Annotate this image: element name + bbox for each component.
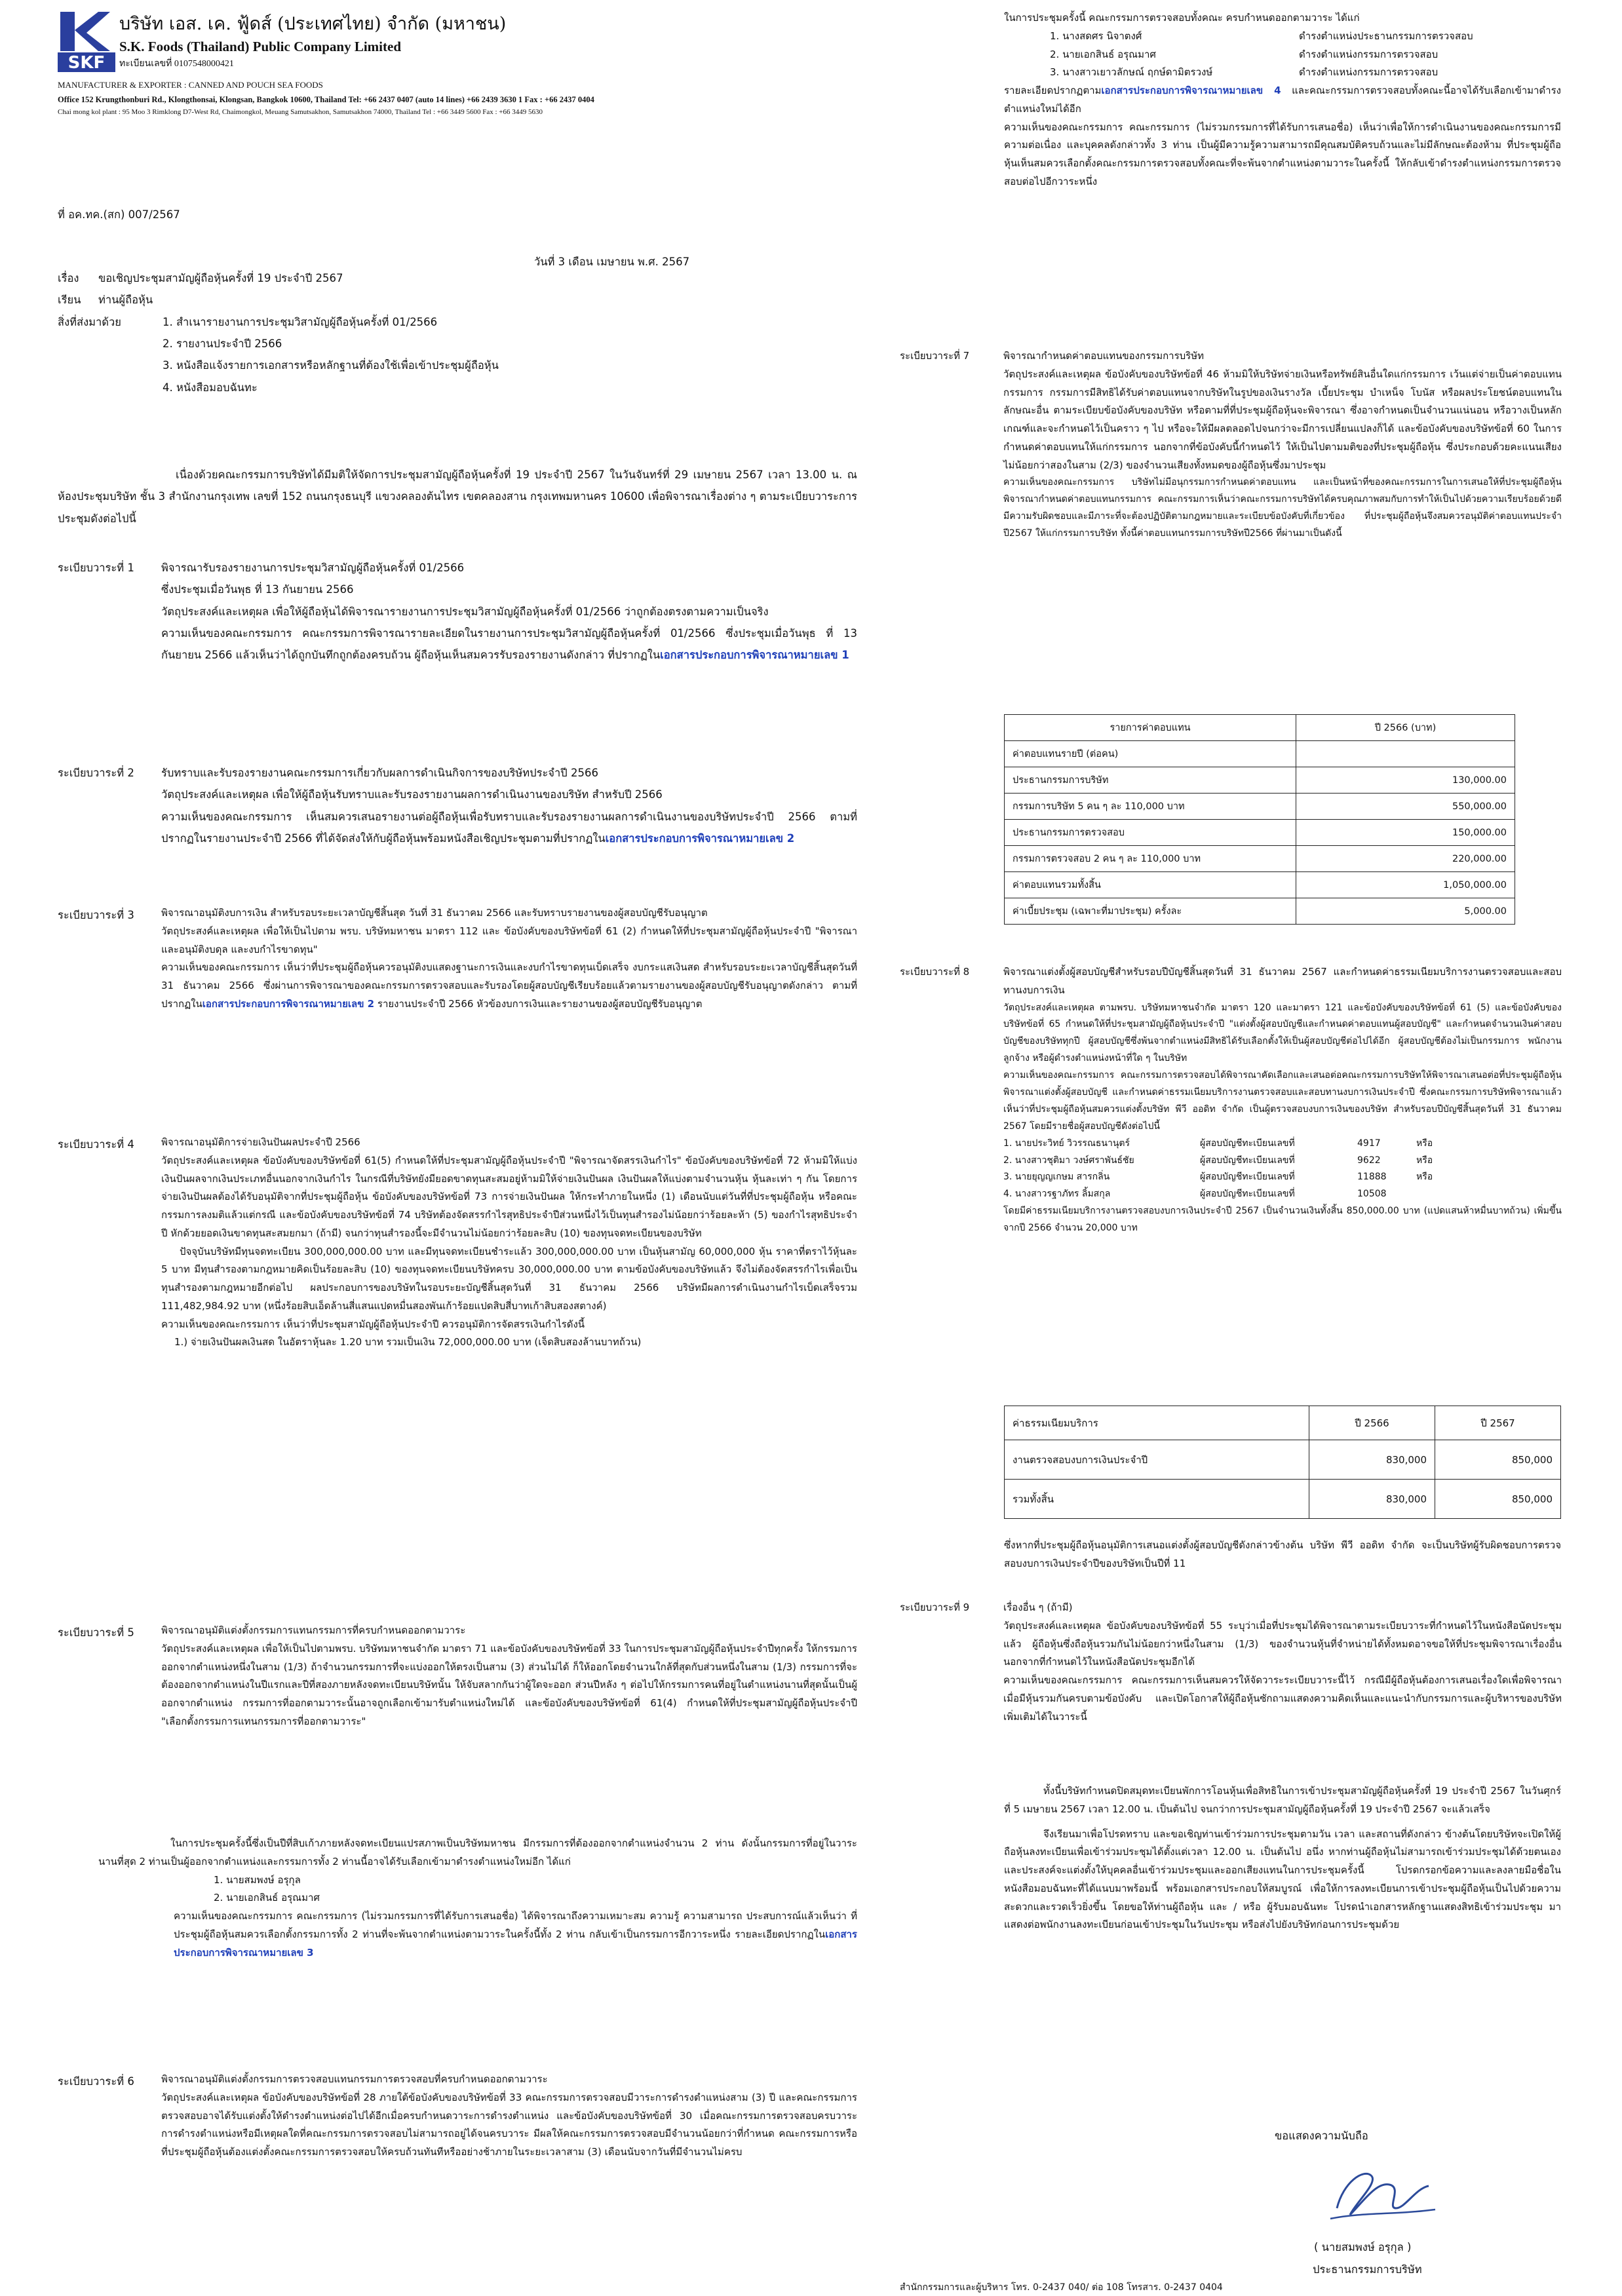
table-row: ประธานกรรมการบริษัท 130,000.00 [1005, 767, 1515, 794]
agenda-5 [58, 1622, 857, 1731]
agenda-para: วัตถุประสงค์และเหตุผล ข้อบังคับของบริษัทข้อที่ 55 ระบุว่าเมื่อที่ประชุมได้พิจารณาตามระเบียบวาระที่กำหนดไว้ในหนังสือนัดประชุมแล้ว ผู้ถือหุ้นซึ่งถือหุ้นรวมกันไม่น้อยกว่าหนึ่งในสาม (1/3) ของจำนวนหุ้นที่จำหน่ายได้ทั้งหมดอาจขอให้ที่ประชุมพิจารณาเรื่องอื่นนอกจากที่กำหนดไว้ในหนังสือนัดประชุมอีกได้ [1003, 1619, 1562, 1668]
dividend-item: 1.) จ่ายเงินปันผลเงินสด ในอัตราหุ้นละ 1.20 บาท รวมเป็นเงิน 72,000,000.00 บาท (เจ็ดสิบสองล้านบาทถ้วน) [174, 1336, 642, 1349]
table-header-cell: รายการค่าตอบแทน [1005, 715, 1296, 741]
agenda-5-continued [98, 1835, 857, 1962]
agenda-9 [900, 1599, 1562, 1726]
closing-section [1004, 1782, 1561, 1934]
closing-para: จึงเรียนมาเพื่อโปรดทราบ และขอเชิญท่านเข้าร่วมการประชุมตามวัน เวลา และสถานที่ดังกล่าว ข้างต้นโดยบริษัทจะเปิดให้ผู้ถือหุ้นลงทะเบียนเพื่อเข้าร่วมประชุมได้ตั้งแต่เวลา 12.00 น. เป็นต้นไป อนึ่ง หากท่านผู้ถือหุ้นไม่สามารถเข้าร่วมประชุมได้ด้วยตนเองและประสงค์จะแต่งตั้งให้บุคคลอื่นเข้าร่วมประชุมและออกเสียงแทนในการประชุมครั้งนี้ โปรดกรอกข้อความและลงลายมือชื่อในหนังสือมอบฉันทะที่ได้แนบมาพร้อมนี้ พร้อมเอกสารประกอบให้สมบูรณ์ เพื่อให้การลงทะเบียนการเข้าประชุมผู้ถือหุ้นเป็นไปด้วยความสะดวกและรวดเร็วยิ่งขึ้น โดยขอให้ท่านผู้ถือหุ้น และ / หรือ ผู้รับมอบฉันทะ โปรดนำเอกสารหลักฐานแสดงสิทธิเข้าร่วมประชุม มาแสดงต่อพนักงานลงทะเบียนก่อนเข้าประชุมในวันประชุม หรือส่งไปยังบริษัทก่อนการประชุมด้วย [1004, 1827, 1561, 1931]
agenda-para: วัตถุประสงค์และเหตุผล ข้อบังคับของบริษัทข้อที่ 28 ภายใต้ข้อบังคับของบริษัทข้อที่ 33 คณะกรรมการตรวจสอบมีวาระการดำรงตำแหน่งสาม (3) ปี และคณะกรรมการตรวจสอบอาจได้รับแต่งตั้งให้ดำรงตำแหน่งต่อไปได้อีกเมื่อครบกำหนดวาระการดำรงตำแหน่ง และข้อบังคับของบริษัทข้อที่ 30 เมื่อคณะกรรมการตรวจสอบครบวาระการดำรงตำแหน่งหรือมีเหตุผลใดที่คณะกรรมการตรวจสอบไม่สามารถอยู่ได้จนครบวาระ มีผลให้คณะกรรมการตรวจสอบมีจำนวนน้อยกว่าที่กำหนด คณะกรรมการหรือที่ประชุมผู้ถือหุ้นต้องแต่งตั้งคณะกรรมการตรวจสอบให้ครบถ้วนทันทีหรืออย่างช้าภายในระยะเวลาสาม (3) เดือนนับจากวันที่มีจำนวนไม่ครบ [161, 2091, 857, 2158]
letter-ref: ที่ อค.ทค.(สก) 007/2567 [58, 208, 180, 221]
retiring-director: 2. นายเอกสินธ์ อรุณมาศ [214, 1892, 320, 1904]
agenda-title: พิจารณาอนุมัติแต่งตั้งกรรมการแทนกรรมการที่ครบกำหนดออกตามวาระ [161, 1624, 466, 1636]
auditor-list [1003, 1136, 1562, 1204]
agenda-title: เรื่องอื่น ๆ (ถ้ามี) [1003, 1601, 1073, 1613]
footer-contact: สำนักกรรมการและผู้บริหาร โทร. 0-2437 040/ ต่อ 108 โทรสาร. 0-2437 0404 [900, 2282, 1223, 2293]
audit-committee-list [1004, 28, 1561, 82]
subject-label: เรื่อง [58, 272, 79, 284]
agenda-label: ระเบียบวาระที่ 6 [58, 2075, 134, 2088]
agenda-para: วัตถุประสงค์และเหตุผล ตามพรบ. บริษัทมหาชนจำกัด มาตรา 120 และมาตรา 121 และข้อบังคับของบริษัทข้อที่ 61 (5) และข้อบังคับของบริษัทข้อที่ 65 กำหนดให้ที่ประชุมสามัญผู้ถือหุ้นประจำปี "แต่งตั้งผู้สอบบัญชีและกำหนดค่าตอบแทนผู้สอบบัญชี" และกำหนดจำนวนเงินค่าสอบบัญชีของบริษัททุกปี ผู้สอบบัญชีซึ่งพ้นจากตำแหน่งมีสิทธิได้รับเลือกตั้งให้เป็นผู้สอบบัญชีต่อไปได้อีก ผู้สอบบัญชีต้องไม่เป็นกรรมการ พนักงาน ลูกจ้าง หรือผู้ดำรงตำแหน่งหน้าที่ใด ๆ ในบริษัท [1003, 1002, 1562, 1064]
audit-fee-table [1004, 1406, 1561, 1519]
agenda-para: ความเห็นของคณะกรรมการ คณะกรรมการตรวจสอบได้พิจารณาคัดเลือกและเสนอต่อคณะกรรมการบริษัทให้พิจารณาเสนอต่อที่ประชุมผู้ถือหุ้นพิจารณาแต่งตั้งผู้สอบบัญชี และกำหนดค่าธรรมเนียมบริการงานตรวจสอบและสอบทานงบการเงินประจำปี ซึ่งคณะกรรมการบริษัทพิจารณาแล้วเห็นว่าที่ประชุมผู้ถือหุ้นสมควรแต่งตั้งบริษัท พีวี ออดิท จำกัด เป็นผู้ตรวจสอบงบการเงินของบริษัท สำหรับรอบปีบัญชีสิ้นสุดวันที่ 31 ธันวาคม 2567 โดยมีรายชื่อผู้สอบบัญชีดังต่อไปนี้ [1003, 1070, 1562, 1132]
company-name-th: บริษัท เอส. เค. ฟู้ดส์ (ประเทศไทย) จำกัด (มหาชน) [119, 14, 507, 34]
agenda-para: ในการประชุมครั้งนี้ คณะกรรมการตรวจสอบทั้งคณะ ครบกำหนดออกตามวาระ ได้แก่ [1004, 12, 1360, 24]
agenda-para: วัตถุประสงค์และเหตุผล ข้อบังคับของบริษัทข้อที่ 61(5) กำหนดให้ที่ประชุมสามัญผู้ถือหุ้นประจำปี "พิจารณาจัดสรรเงินกำไร" ข้อบังคับของบริษัทข้อที่ 72 ห้ามมิให้แบ่งเงินปันผลจากเงินประเภทอื่นนอกจากเงินกำไร ในกรณีที่บริษัทยังมียอดขาดทุนสะสมอยู่ห้ามมิให้จ่ายเงินปันผล เงินปันผลให้แบ่งตามจำนวนหุ้น หุ้นละเท่า ๆ กัน โดยการจ่ายเงินปันผลต้องได้รับอนุมัติจากที่ประชุมผู้ถือหุ้น ข้อบังคับของบริษัทข้อที่ 73 การจ่ายเงินปันผล ให้กระทำภายในหนึ่ง (1) เดือนนับแต่วันที่ที่ประชุมผู้ถือหุ้น หรือคณะกรรมการลงมติแล้วแต่กรณี และข้อบังคับของบริษัทข้อที่ 74 บริษัทต้องจัดสรรกำไรสุทธิประจำปีส่วนหนึ่งไว้เป็นทุนสำรองไม่น้อยกว่าร้อยละห้า (5) ของกำไรสุทธิประจำปี หักด้วยยอดเงินขาดทุนสะสมยกมา (ถ้ามี) จนกว่าทุนสำรองนี้จะมีจำนวนไม่น้อยกว่าร้อยละสิบ (10) ของทุนจดทะเบียนของบริษัท [161, 1154, 857, 1239]
subject-text: ขอเชิญประชุมสามัญผู้ถือหุ้นครั้งที่ 19 ประจำปี 2567 [98, 272, 343, 284]
agenda-label: ระเบียบวาระที่ 7 [900, 350, 970, 362]
agenda-3 [58, 904, 857, 1014]
agenda-para: ความเห็นของคณะกรรมการ เห็นว่าที่ประชุมสามัญผู้ถือหุ้นประจำปี ควรอนุมัติการจัดสรรเงินกำไรดังนี้ [161, 1318, 585, 1330]
company-tagline: MANUFACTURER & EXPORTER : CANNED AND POUCH SEA FOODS [58, 80, 323, 90]
intro-paragraph: เนื่องด้วยคณะกรรมการบริษัทได้มีมติให้จัดการประชุมสามัญผู้ถือหุ้นครั้งที่ 19 ประจำปี 2567 ในวันจันทร์ที่ 29 เมษายน 2567 เวลา 13.00 น. ณ ห้องประชุมบริษัท ชั้น 3 สำนักงานกรุงเทพ เลขที่ 152 ถนนกรุงธนบุรี แขวงคลองต้นไทร เขตคลองสาน กรุงเทพมหานคร 10600 เพื่อพิจารณาเรื่องต่าง ๆ ตามระเบียบวาระการประชุมดังต่อไปนี้ [58, 469, 857, 525]
table-header-cell: ปี 2567 [1435, 1406, 1561, 1440]
audit-member: 3. นางสาวเยาวลักษณ์ ฤกษ์ดามิตรวงษ์ ดำรงตำแหน่งกรรมการตรวจสอบ [1050, 66, 1439, 79]
table-header-row [1005, 715, 1515, 741]
company-reg-no: ทะเบียนเลขที่ 0107548000421 [119, 59, 234, 69]
to-label: เรียน [58, 294, 81, 307]
table-row: ค่าตอบแทนรายปี (ต่อคน) [1005, 741, 1515, 767]
company-office: Office 152 Krungthonburi Rd., Klongthonsai, Klongsan, Bangkok 10600, Thailand Tel: +66 2437 0407 (auto 14 lines) +66 2439 3630 1 Fax : +66 2437 0404 [58, 95, 594, 104]
to-text: ท่านผู้ถือหุ้น [98, 294, 153, 307]
table-header-cell: ปี 2566 [1309, 1406, 1435, 1440]
enclosure-item: 3. หนังสือแจ้งรายการเอกสารหรือหลักฐานที่ต้องใช้เพื่อเข้าประชุมผู้ถือหุ้น [163, 359, 499, 372]
agenda-para: ซึ่งประชุมเมื่อวันพุธ ที่ 13 กันยายน 2566 [161, 583, 354, 596]
auditor-row: 2. นางสาวชุติมา วงษ์ศราพันธ์ชัย ผู้สอบบัญชีทะเบียนเลขที่ 9622 หรือ [1003, 1155, 1433, 1166]
letter-date: วันที่ 3 เดือน เมษายน พ.ศ. 2567 [534, 256, 690, 268]
auditor-row: 4. นางสาวรฐาภัทร ลิ้มสกุล ผู้สอบบัญชีทะเบียนเลขที่ 10508 [1003, 1189, 1387, 1200]
agenda-label: ระเบียบวาระที่ 5 [58, 1626, 134, 1639]
agenda-para: ความเห็นของคณะกรรมการ เห็นสมควรเสนอรายงานต่อผู้ถือหุ้นเพื่อรับทราบและรับรองรายงานผลการดำเนินงานของบริษัทประจำปี 2566 ตามที่ปรากฏในรายงานประจำปี 2566 ที่ได้จัดส่งให้กับผู้ถือหุ้นพร้อมหนังสือเชิญประชุมตามที่ปรากฏในเอกสารประกอบการพิจารณาหมายเลข 2 [161, 810, 857, 845]
attachment-link-4[interactable]: เอกสารประกอบการพิจารณาหมายเลข 4 [1101, 85, 1281, 96]
agenda-label: ระเบียบวาระที่ 9 [900, 1601, 970, 1613]
agenda-para: ความเห็นของคณะกรรมการ เห็นว่าที่ประชุมผู้ถือหุ้นควรอนุมัติงบแสดงฐานะการเงินและงบกำไรขาดทุนเบ็ดเสร็จ งบกระแสเงินสด สำหรับรอบระยะเวลาบัญชีสิ้นสุดวันที่ 31 ธันวาคม 2566 ซึ่งผ่านการพิจารณาของคณะกรรมการตรวจสอบและรับรองโดยผู้สอบบัญชีเรียบร้อยแล้วตามรายงานของผู้สอบบัญชีรับอนุญาตดังกล่าว ตามที่ปรากฏในเอกสารประกอบการพิจารณาหมายเลข 2 รายงานประจำปี 2566 หัวข้องบการเงินและรายงานของผู้สอบบัญชีรับอนุญาต [161, 961, 857, 1010]
table-header-cell: ปี 2566 (บาท) [1296, 715, 1515, 741]
retiring-director-list [98, 1871, 857, 1908]
agenda-title: พิจารณากำหนดค่าตอบแทนของกรรมการบริษัท [1003, 350, 1205, 362]
company-logo [58, 10, 117, 73]
agenda-label: ระเบียบวาระที่ 8 [900, 966, 970, 978]
agenda-label: ระเบียบวาระที่ 1 [58, 562, 134, 574]
table-row: รวมทั้งสิ้น 830,000 850,000 [1005, 1480, 1561, 1519]
agenda-7 [900, 347, 1562, 543]
company-header [119, 12, 709, 72]
agenda-para: ในการประชุมครั้งนี้ซึ่งเป็นปีที่สิบเก้าภายหลังจดทะเบียนแปรสภาพเป็นบริษัทมหาชน มีกรรมการที่ต้องออกจากตำแหน่งจำนวน 2 ท่าน ดังนั้นกรรมการที่อยู่ในวาระนานที่สุด 2 ท่านเป็นผู้ออกจากตำแหน่งและกรรมการทั้ง 2 ท่านนี้อาจได้รับเลือกเข้ามาดำรงตำแหน่งใหม่อีก ได้แก่ [98, 1837, 857, 1867]
agenda-2 [58, 762, 857, 849]
attachment-link-2b[interactable]: เอกสารประกอบการพิจารณาหมายเลข 2 [202, 997, 375, 1010]
agenda-para: ปัจจุบันบริษัทมีทุนจดทะเบียน 300,000,000.00 บาท และมีทุนจดทะเบียนชำระแล้ว 300,000,000.00 บาท เป็นหุ้นสามัญ 60,000,000 หุ้น ราคาที่ตราไว้หุ้นละ 5 บาท มีทุนสำรองตามกฎหมายคิดเป็นร้อยละสิบ (10) ของทุนจดทะเบียนบริษัทครบ 30,000,000.00 บาท ตามข้อบังคับของบริษัทแล้ว จึงไม่ต้องจัดสรรกำไรเพื่อเป็นทุนสำรองตามกฎหมายอีกต่อไป ผลประกอบการของบริษัทในรอบระยะบัญชีสิ้นสุดวันที่ 31 ธันวาคม 2566 บริษัทมีผลการดำเนินงานกำไรเบ็ดเสร็จรวม 111,482,984.92 บาท (หนึ่งร้อยสิบเอ็ดล้านสี่แสนแปดหมื่นสองพันเก้าร้อยแปดสิบสี่บาทเก้าสิบสองสตางค์) [161, 1245, 857, 1312]
retiring-director: 1. นายสมพงษ์ อรุกุล [214, 1873, 301, 1886]
table-row: กรรมการบริษัท 5 คน ๆ ละ 110,000 บาท 550,000.00 [1005, 794, 1515, 820]
director-fee-table [1004, 714, 1515, 925]
agenda-para: ความเห็นของคณะกรรมการ คณะกรรมการเห็นสมควรให้จัดวาระระเบียบวาระนี้ไว้ กรณีมีผู้ถือหุ้นต้องการเสนอเรื่องใดเพื่อพิจารณาเมื่อมีหุ้นรวมกันครบตามข้อบังคับ และเปิดโอกาสให้ผู้ถือหุ้นซักถามแสดงความคิดเห็นและแนะนำกับกรรมการและผู้บริหารของบริษัทเพิ่มเติมได้ในวาระนี้ [1003, 1674, 1562, 1723]
agenda-title: รับทราบและรับรองรายงานคณะกรรมการเกี่ยวกับผลการดำเนินกิจการของบริษัทประจำปี 2566 [161, 767, 598, 779]
attachment-link-2[interactable]: เอกสารประกอบการพิจารณาหมายเลข 2 [605, 832, 795, 845]
agenda-para: ความเห็นของคณะกรรมการ คณะกรรมการ (ไม่รวมกรรมการที่ได้รับการเสนอชื่อ) ได้พิจารณาถึงความเหมาะสม ความรู้ ความสามารถ ประสบการณ์แล้วเห็นว่า ที่ประชุมผู้ถือหุ้นสมควรเลือกตั้งกรรมการทั้ง 2 ท่านที่จะพ้นจากตำแหน่งตามวาระในครั้งนี้ทั้ง 2 ท่าน กลับเข้าเป็นกรรมการอีกวาระหนึ่ง รายละเอียดปรากฏในเอกสารประกอบการพิจารณาหมายเลข 3 [174, 1910, 857, 1959]
agenda-para: วัตถุประสงค์และเหตุผล เพื่อให้เป็นไปตามพรบ. บริษัทมหาชนจำกัด มาตรา 71 และข้อบังคับของบริษัทข้อที่ 33 ในการประชุมสามัญผู้ถือหุ้นประจำปีทุกครั้ง ให้กรรมการออกจากตำแหน่งหนึ่งในสาม (1/3) ถ้าจำนวนกรรมการที่จะแบ่งออกให้ตรงเป็นสาม (3) ส่วนไม่ได้ ก็ให้ออกโดยจำนวนใกล้ที่สุดกับส่วนหนึ่งในสาม (1/3) กรรมการที่จะต้องออกจากตำแหน่งในปีแรกและปีที่สองภายหลังจดทะเบียนบริษัทนั้น ให้จับสลากกันว่าผู้ใดจะออก ส่วนปีหลัง ๆ ต่อไปให้กรรมการคนที่อยู่ในตำแหน่งนานที่สุดนั้นเป็นผู้ออกจากตำแหน่ง กรรมการที่ออกตามวาระนั้นอาจถูกเลือกเข้ามารับตำแหน่งใหม่ได้ และข้อบังคับของบริษัทข้อที่ 61(4) กำหนดให้ที่ประชุมสามัญผู้ถือหุ้นประจำปี "เลือกตั้งกรรมการแทนกรรมการที่ออกตามวาระ" [161, 1642, 857, 1727]
auditor-row: 1. นายประวิทย์ วิวรรณธนานุตร์ ผู้สอบบัญชีทะเบียนเลขที่ 4917 หรือ [1003, 1138, 1433, 1149]
agenda-label: ระเบียบวาระที่ 3 [58, 909, 134, 921]
agenda-para: วัตถุประสงค์และเหตุผล เพื่อให้ผู้ถือหุ้นรับทราบและรับรองรายงานผลการดำเนินงานของบริษัท สำหรับปี 2566 [161, 788, 663, 801]
agenda-title: พิจารณาอนุมัติงบการเงิน สำหรับรอบระยะเวลาบัญชีสิ้นสุด วันที่ 31 ธันวาคม 2566 และรับทราบรายงานของผู้สอบบัญชีรับอนุญาต [161, 907, 708, 919]
table-row: ค่าเบี้ยประชุม (เฉพาะที่มาประชุม) ครั้งละ 5,000.00 [1005, 898, 1515, 925]
attachment-link-1[interactable]: เอกสารประกอบการพิจารณาหมายเลข 1 [660, 649, 849, 662]
agenda-title: พิจารณาอนุมัติแต่งตั้งกรรมการตรวจสอบแทนกรรมการตรวจสอบที่ครบกำหนดออกตามวาระ [161, 2073, 548, 2085]
agenda-title: พิจารณาอนุมัติการจ่ายเงินปันผลประจำปี 2566 [161, 1136, 360, 1148]
enclosure-row [58, 311, 857, 398]
agenda-para: วัตถุประสงค์และเหตุผล เพื่อให้เป็นไปตาม พรบ. บริษัทมหาชน มาตรา 112 และ ข้อบังคับของบริษัทข้อที่ 61 (2) กำหนดให้ที่ประชุมสามัญผู้ถือหุ้นประจำปี "พิจารณาและอนุมัติงบดุล และงบกำไรขาดทุน" [161, 925, 857, 955]
closing-para: ทั้งนี้บริษัทกำหนดปิดสมุดทะเบียนพักการโอนหุ้นเพื่อสิทธิในการเข้าประชุมสามัญผู้ถือหุ้นครั้งที่ 19 ประจำปี 2567 ในวันศุกร์ที่ 5 เมษายน 2567 เวลา 12.00 น. เป็นต้นไป จนกว่าการประชุมสามัญผู้ถือหุ้นครั้งที่ 19 ประจำปี 2567 จะแล้วเสร็จ [1004, 1785, 1561, 1815]
signer-title: ประธานกรรมการบริษัท [1313, 2263, 1422, 2276]
agenda-6-continued [1004, 9, 1561, 191]
svg-text:SKF: SKF [68, 53, 106, 73]
to-row [58, 289, 857, 311]
agenda-para: ความเห็นของคณะกรรมการ คณะกรรมการ (ไม่รวมกรรมการที่ได้รับการเสนอชื่อ) เห็นว่าเพื่อให้การดำเนินงานของคณะกรรมการมีความต่อเนื่อง และบุคคลดังกล่าวทั้ง 3 ท่าน เป็นผู้มีความรู้ความสามารถมีคุณสมบัติครบถ้วนและไม่มีลักษณะต้องห้าม ที่ประชุมผู้ถือหุ้นเห็นสมควรเลือกตั้งคณะกรรมการตรวจสอบทั้งคณะที่จะพ้นจากตำแหน่งตามวาระในครั้งนี้ ให้กลับเข้าดำรงตำแหน่งกรรมการตรวจสอบต่อไปอีกวาระหนึ่ง [1004, 121, 1561, 187]
agenda-para: โดยมีค่าธรรมเนียมบริการงานตรวจสอบงบการเงินประจำปี 2567 เป็นจำนวนเงินทั้งสิ้น 850,000.00 บาท (แปดแสนห้าหมื่นบาทถ้วน) เพิ่มขึ้นจากปี 2566 จำนวน 20,000 บาท [1003, 1206, 1562, 1234]
table-header-row [1005, 1406, 1561, 1440]
audit-member: 2. นายเอกสินธ์ อรุณมาศ ดำรงตำแหน่งกรรมการตรวจสอบ [1050, 48, 1439, 60]
agenda-4 [58, 1134, 857, 1352]
agenda-6 [58, 2071, 857, 2162]
enclosure-label: สิ่งที่ส่งมาด้วย [58, 315, 121, 328]
signature [1324, 2156, 1442, 2228]
subject-row [58, 267, 857, 289]
agenda-1 [58, 557, 857, 666]
table-row: กรรมการตรวจสอบ 2 คน ๆ ละ 110,000 บาท 220,000.00 [1005, 846, 1515, 872]
agenda-title: พิจารณารับรองรายงานการประชุมวิสามัญผู้ถือหุ้นครั้งที่ 01/2566 [161, 562, 465, 574]
table-row: งานตรวจสอบงบการเงินประจำปี 830,000 850,000 [1005, 1440, 1561, 1480]
agenda-para: วัตถุประสงค์และเหตุผล ข้อบังคับของบริษัทข้อที่ 46 ห้ามมิให้บริษัทจ่ายเงินหรือทรัพย์สินอื่นใดแก่กรรมการ เว้นแต่จ่ายเป็นค่าตอบแทนกรรมการ กรรมการมีสิทธิได้รับค่าตอบแทนจากบริษัทในรูปของเงินรางวัล เบี้ยประชุม บำเหน็จ โบนัส หรือผลประโยชน์ตอบแทนในลักษณะอื่น ตามระเบียบข้อบังคับของบริษัท หรือตามที่ที่ประชุมผู้ถือหุ้นจะพิจารณา ซึ่งอาจกำหนดเป็นจำนวนแน่นอน หรือวางเป็นหลักเกณฑ์และจะกำหนดไว้เป็นคราว ๆ ไป หรือจะให้มีผลตลอดไปจนกว่าจะมีการเปลี่ยนแปลงก็ได้ และข้อบังคับของบริษัทข้อที่ 60 ในการกำหนดค่าตอบแทนให้แก่กรรมการ นอกจากที่ข้อบังคับนี้กำหนดไว้ ให้เป็นไปตามมติของที่ประชุมผู้ถือหุ้น ซึ่งประกอบด้วยคะแนนเสียงไม่น้อยกว่าสองในสาม (2/3) ของจำนวนเสียงทั้งหมดของผู้ถือหุ้นซึ่งมาประชุม [1003, 368, 1562, 471]
auditor-row: 3. นายยุญญเกษม สารกลิ่น ผู้สอบบัญชีทะเบียนเลขที่ 11888 หรือ [1003, 1172, 1433, 1183]
regards: ขอแสดงความนับถือ [1275, 2130, 1368, 2142]
enclosure-item: 4. หนังสือมอบฉันทะ [163, 381, 258, 394]
enclosure-list [163, 311, 499, 398]
agenda-para: ความเห็นของคณะกรรมการ คณะกรรมการพิจารณารายละเอียดในรายงานการประชุมวิสามัญผู้ถือหุ้นครั้งที่ 01/2566 ซึ่งประชุมเมื่อวันพุธ ที่ 13 กันยายน 2566 แล้วเห็นว่าได้ถูกบันทึกถูกต้องครบถ้วน ผู้ถือหุ้นเห็นสมควรรับรองรายงานดังกล่าว ที่ปรากฏในเอกสารประกอบการพิจารณาหมายเลข 1 [161, 626, 857, 662]
agenda-para: ซึ่งหากที่ประชุมผู้ถือหุ้นอนุมัติการเสนอแต่งตั้งผู้สอบบัญชีดังกล่าวข้างต้น บริษัท พีวี ออดิท จำกัด จะเป็นบริษัทผู้รับผิดชอบการตรวจสอบงบการเงินประจำปีของบริษัทเป็นปีที่ 11 [1004, 1539, 1561, 1569]
company-address-block [58, 77, 779, 118]
agenda-8 [900, 963, 1562, 1237]
audit-member: 1. นางสดศร นิจาตงศ์ ดำรงตำแหน่งประธานกรรมการตรวจสอบ [1050, 29, 1473, 42]
attachment-link-3[interactable]: เอกสารประกอบการพิจารณาหมายเลข 3 [174, 1928, 857, 1959]
agenda-label: ระเบียบวาระที่ 2 [58, 767, 134, 779]
table-row: ค่าตอบแทนรวมทั้งสิ้น 1,050,000.00 [1005, 872, 1515, 898]
agenda-para: วัตถุประสงค์และเหตุผล เพื่อให้ผู้ถือหุ้นได้พิจารณารายงานการประชุมวิสามัญผู้ถือหุ้นครั้งที่ 01/2566 ว่าถูกต้องตรงตามความเป็นจริง [161, 605, 769, 618]
agenda-title: พิจารณาแต่งตั้งผู้สอบบัญชีสำหรับรอบปีบัญชีสิ้นสุดวันที่ 31 ธันวาคม 2567 และกำหนดค่าธรรมเนียมบริการงานตรวจสอบและสอบทานงบการเงิน [1003, 966, 1562, 996]
table-row: ประธานกรรมการตรวจสอบ 150,000.00 [1005, 820, 1515, 846]
agenda-label: ระเบียบวาระที่ 4 [58, 1138, 134, 1151]
letter-meta [58, 267, 857, 398]
company-name-en: S.K. Foods (Thailand) Public Company Limited [119, 39, 401, 54]
enclosure-item: 2. รายงานประจำปี 2566 [163, 337, 282, 350]
agenda-para: รายละเอียดปรากฏตามเอกสารประกอบการพิจารณาหมายเลข 4 และคณะกรรมการตรวจสอบทั้งคณะนี้อาจได้รับเลือกเข้ามาดำรงตำแหน่งใหม่ได้อีก [1004, 85, 1561, 115]
enclosure-item: 1. สำเนารายงานการประชุมวิสามัญผู้ถือหุ้นครั้งที่ 01/2566 [163, 315, 438, 328]
agenda-para: ความเห็นของคณะกรรมการ บริษัทไม่มีอนุกรรมการกำหนดค่าตอบแทน และเป็นหน้าที่ของคณะกรรมการในการเสนอให้ที่ประชุมผู้ถือหุ้นพิจารณากำหนดค่าตอบแทนกรรมการ คณะกรรมการเห็นว่าคณะกรรมการบริษัทได้ครบคุณภาพสมกับการทำให้เป็นไปด้วยความเรียบร้อยด้วยดี มีความรับผิดชอบและมีภาระที่จะต้องปฏิบัติตามกฎหมายและระเบียบข้อบังคับที่เกี่ยวข้อง ที่ประชุมผู้ถือหุ้นจึงสมควรอนุมัติค่าตอบแทนประจำปี2567 ให้แก่กรรมการบริษัท ทั้งนี้ค่าตอบแทนกรรมการบริษัทปี2566 ที่ผ่านมาเป็นดังนี้ [1003, 477, 1562, 539]
table-header-cell: ค่าธรรมเนียมบริการ [1005, 1406, 1309, 1440]
company-plant: Chai mong kol plant : 95 Moo 3 Rimklong D7-West Rd, Chaimongkol, Meuang Samutsakhon, Samutsakhon 74000, Thailand Tel : +66 3449 5600 Fax : +66 3449 5630 [58, 108, 543, 116]
signer-name: ( นายสมพงษ์ อรุกุล ) [1314, 2241, 1412, 2253]
